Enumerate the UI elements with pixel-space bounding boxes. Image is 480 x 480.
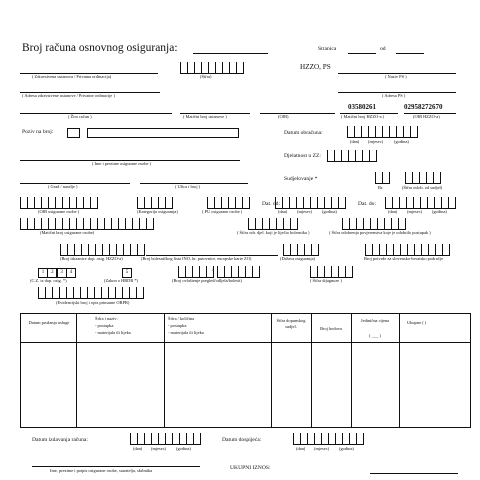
copayment-exempt-label: (Šifra oslob. od sudjel): [402, 185, 443, 190]
copayment-number-label: Br.: [378, 185, 384, 190]
issue-date-label: Datum izdavanja računa:: [32, 437, 88, 443]
reference-number-box[interactable]: [87, 128, 239, 138]
due-date-boxes[interactable]: [293, 433, 364, 445]
th-material-qty: - materijala ili lijeka: [168, 330, 204, 335]
th-code-name: Šifra i naziv:: [95, 316, 118, 321]
billing-date-label: Datum obračuna:: [284, 130, 323, 136]
th-procedure-qty: - postupka: [168, 323, 187, 328]
ps-name-label: ( Naziv PS ): [385, 74, 407, 79]
law-digit[interactable]: 5: [122, 268, 132, 278]
insurance-category-label: (Kategorija osiguranja): [137, 209, 178, 214]
authorization-boxes-b[interactable]: [217, 266, 260, 278]
hzzo-ps-label: HZZO, PS: [300, 63, 331, 71]
th-procedure: - postupka: [95, 323, 114, 328]
insured-name-label: ( Ime i prezime osigurane osobe ): [92, 161, 152, 166]
due-date-label: Datum dospijeća:: [222, 437, 262, 443]
approval-code-boxes[interactable]: [342, 218, 406, 230]
issue-year-label: (godina): [176, 446, 191, 451]
billing-day-label: (dan): [350, 139, 360, 144]
copayment-exempt-boxes[interactable]: [405, 172, 441, 184]
invoice-number-line[interactable]: [193, 53, 268, 54]
page-number-line[interactable]: [348, 53, 376, 54]
insured-oib-label: (OIB osigurane osobe ): [38, 209, 80, 214]
hzzo-oib-number: 02958272670: [404, 103, 443, 111]
table-column-divider: [311, 314, 312, 427]
insured-pu-boxes[interactable]: [207, 197, 250, 209]
date-from-day-label: (dan): [278, 209, 288, 214]
orpb-label: (Evidencijski broj i opis primarne ORPB): [56, 300, 130, 305]
date-from-boxes[interactable]: [275, 197, 346, 209]
th-points: Broj bodova: [320, 326, 342, 331]
authorization-separator: /: [212, 267, 214, 273]
cz-digit[interactable]: 4: [66, 268, 76, 278]
supplemental-card-boxes[interactable]: [60, 244, 145, 256]
table-column-divider: [351, 314, 352, 427]
date-from-label: Dat. od:: [262, 201, 281, 207]
diagnosis-code-boxes[interactable]: [310, 266, 353, 278]
billing-month-label: (mjesec): [368, 139, 384, 144]
hzzo-reg-number: 03580261: [348, 103, 376, 111]
activity-boxes[interactable]: [327, 150, 377, 162]
th-total: Ukupno ( ): [407, 320, 427, 325]
institution-oib-label: (OIB): [278, 114, 289, 119]
insurance-country-boxes[interactable]: [283, 244, 319, 256]
hzzo-reg-label: ( Matični broj HZZO-a ): [341, 114, 385, 119]
date-to-day-label: (dan): [388, 209, 398, 214]
giro-account-label: ( Žiro račun ): [68, 114, 92, 119]
services-table[interactable]: [20, 313, 471, 428]
reference-label: Poziv na broj:: [22, 129, 54, 135]
insured-reg-boxes[interactable]: [20, 218, 154, 230]
th-unit-price: Jedinična cijena: [360, 318, 390, 323]
law-box[interactable]: [122, 268, 131, 278]
page-total-line[interactable]: [396, 53, 424, 54]
copayment-number-boxes[interactable]: [375, 172, 390, 184]
supplemental-cz-label: (C.Z. iz dop. osig. *): [30, 278, 67, 283]
insured-reg-label: (Matični broj osigurane osobe): [40, 230, 95, 235]
doctor-code-label: ( Šifra odr. djel. koji je liječio bolesnika ): [237, 230, 310, 235]
date-to-year-label: (godina): [432, 209, 447, 214]
insurance-country-label: (Država osiguranja): [280, 256, 315, 261]
activity-label: Djelatnost u ZZ:: [284, 153, 321, 159]
reference-model-box[interactable]: [67, 128, 80, 138]
orpb-boxes[interactable]: [38, 287, 144, 299]
due-year-label: (godina): [339, 446, 354, 451]
approval-code-label: ( Šifra odobrenja povjerenstva koje je odobrilo postupak ): [329, 230, 431, 235]
issue-month-label: (mjesec): [151, 446, 167, 451]
law-label: (Zakon o HBDR *): [104, 278, 139, 283]
th-copayment-code: Šifra dopunskog sudjel.: [276, 318, 306, 330]
issue-date-boxes[interactable]: [130, 433, 201, 445]
due-day-label: (dan): [296, 446, 306, 451]
table-column-divider: [76, 314, 77, 427]
date-to-label: Dat. do:: [358, 201, 377, 207]
table-column-divider: [271, 314, 272, 427]
supplemental-cz-boxes[interactable]: [38, 268, 75, 278]
hzzo-oib-label: (OIB HZZO-a): [413, 114, 440, 119]
billing-date-boxes[interactable]: [347, 126, 418, 138]
th-material: - materijala ili lijeka: [95, 330, 131, 335]
table-column-divider: [164, 314, 165, 427]
date-from-month-label: (mjesec): [297, 209, 313, 214]
copayment-label: Sudjelovanje *: [284, 176, 318, 182]
th-unit-price-currency: ( ___ ): [369, 333, 381, 338]
city-label: ( Grad / naselje ): [48, 184, 78, 189]
institution-code-boxes[interactable]: [180, 62, 244, 74]
date-to-month-label: (mjesec): [407, 209, 423, 214]
cz-digit[interactable]: 1: [38, 268, 48, 278]
total-amount-line[interactable]: [370, 473, 458, 474]
th-service-date: Datum pružanja usluge: [28, 320, 70, 325]
confirmation-number-boxes[interactable]: [365, 244, 450, 256]
signature-label: Ime, prezime i potpis osigurane osobe, staratelja, skrbnika: [50, 468, 153, 473]
institution-address-label: ( Adresa zdravstvene ustanove / Privatne ordinacije ): [22, 93, 115, 98]
insured-pu-label: ( PU osigurane osobe ): [202, 209, 243, 214]
page-of-label: od: [380, 46, 386, 52]
date-to-boxes[interactable]: [385, 197, 456, 209]
ps-address-label: ( Adresa PS ): [382, 93, 406, 98]
foreign-record-label: (Broj bolesničkog lista INO, br. putovnice, europske karte ZO): [141, 256, 252, 261]
authorization-boxes-a[interactable]: [178, 266, 214, 278]
billing-year-label: (godina): [394, 139, 409, 144]
insured-oib-boxes[interactable]: [20, 197, 98, 209]
table-header-divider: [21, 342, 470, 343]
institution-oib-line[interactable]: [260, 113, 335, 114]
authorization-label: (Broj ovlaštenje pregled/odljela/bolesti): [172, 278, 242, 283]
confirmation-number-label: Broj potvrde za slovensko-hrvatsko područje: [364, 256, 444, 261]
form-title: Broj računa osnovnog osiguranja:: [22, 42, 178, 54]
insurance-category-boxes[interactable]: [137, 197, 173, 209]
issue-day-label: (dan): [133, 446, 143, 451]
cz-digit[interactable]: 3: [57, 268, 67, 278]
total-amount-label: UKUPNI IZNOS:: [230, 465, 271, 471]
signature-line[interactable]: [32, 466, 200, 467]
giro-account-line[interactable]: [20, 113, 172, 114]
date-from-year-label: (godina): [322, 209, 337, 214]
doctor-code-boxes[interactable]: [248, 218, 298, 230]
institution-reg-label: ( Matični broj ustanove ): [183, 114, 227, 119]
street-label: ( Ulica i broj ): [175, 184, 201, 189]
supplemental-card-label: (Broj iskaznice dop. osig. HZZO-a): [60, 256, 123, 261]
th-code-quantity: Šifra / količina: [168, 316, 195, 321]
diagnosis-code-label: ( Šifra dijagnoze ): [310, 278, 342, 283]
due-month-label: (mjesec): [314, 446, 330, 451]
page-label: Stranica: [318, 46, 337, 52]
table-column-divider: [399, 314, 400, 427]
institution-code-label: (Šifra): [200, 74, 212, 79]
cz-digit[interactable]: 2: [47, 268, 57, 278]
institution-label: ( Zdravstvena ustanova / Privatna ordinacija): [32, 74, 112, 79]
